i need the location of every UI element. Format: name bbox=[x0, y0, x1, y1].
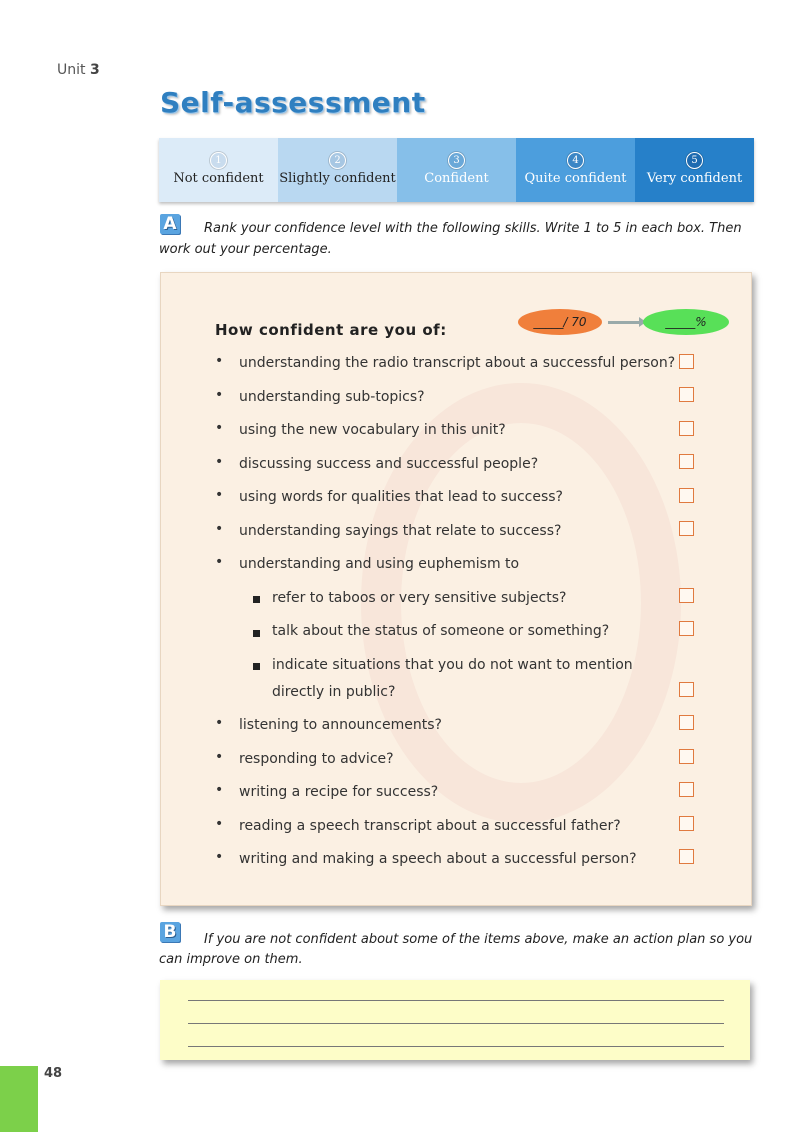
writing-line[interactable] bbox=[188, 1000, 724, 1001]
scale-number: 5 bbox=[686, 152, 703, 169]
scale-label: Quite confident bbox=[524, 171, 627, 186]
panel-heading: How confident are you of: bbox=[215, 321, 447, 339]
list-item: discussing success and successful people? bbox=[239, 456, 539, 472]
rank-box[interactable] bbox=[679, 849, 694, 864]
unit-text: Unit bbox=[57, 62, 86, 78]
rank-box[interactable] bbox=[679, 421, 694, 436]
list-item: listening to announcements? bbox=[239, 717, 442, 733]
rank-box[interactable] bbox=[679, 454, 694, 469]
scale-number: 2 bbox=[329, 152, 346, 169]
rank-box[interactable] bbox=[679, 521, 694, 536]
unit-number: 3 bbox=[89, 62, 100, 78]
section-a-instruction-2: work out your percentage. bbox=[159, 242, 332, 257]
rank-box[interactable] bbox=[679, 682, 694, 697]
bullet-icon: • bbox=[215, 749, 224, 765]
list-item: understanding and using euphemism to bbox=[239, 556, 520, 572]
rank-box[interactable] bbox=[679, 816, 694, 831]
scale-label: Confident bbox=[424, 171, 489, 186]
list-item: using words for qualities that lead to success? bbox=[239, 489, 563, 505]
page-title: Self-assessment bbox=[160, 86, 426, 119]
sub-list-item-continuation: directly in public? bbox=[272, 684, 396, 700]
square-bullet-icon bbox=[253, 630, 260, 637]
bullet-icon: • bbox=[215, 849, 224, 865]
rank-box[interactable] bbox=[679, 387, 694, 402]
bullet-icon: • bbox=[215, 487, 224, 503]
page-number: 48 bbox=[44, 1066, 63, 1081]
arrow-right-icon bbox=[608, 321, 640, 324]
confidence-scale bbox=[159, 138, 754, 202]
scale-label: Slightly confident bbox=[279, 171, 396, 186]
action-plan-notes[interactable] bbox=[160, 980, 750, 1060]
scale-number: 3 bbox=[448, 152, 465, 169]
bullet-icon: • bbox=[215, 816, 224, 832]
rank-box[interactable] bbox=[679, 621, 694, 636]
bullet-icon: • bbox=[215, 554, 224, 570]
bullet-icon: • bbox=[215, 387, 224, 403]
sub-list-item: talk about the status of someone or something? bbox=[272, 623, 610, 639]
rank-box[interactable] bbox=[679, 354, 694, 369]
unit-label bbox=[57, 62, 100, 78]
list-item: understanding sub-topics? bbox=[239, 389, 425, 405]
section-b-instruction-1: If you are not confident about some of the items above, make an action plan so you bbox=[204, 932, 753, 947]
rank-box[interactable] bbox=[679, 749, 694, 764]
list-item: writing and making a speech about a successful person? bbox=[239, 851, 637, 867]
bullet-icon: • bbox=[215, 521, 224, 537]
list-item: understanding the radio transcript about a successful person? bbox=[239, 355, 676, 371]
bullet-icon: • bbox=[215, 454, 224, 470]
square-bullet-icon bbox=[253, 596, 260, 603]
page-corner-tab bbox=[0, 1066, 38, 1132]
writing-line[interactable] bbox=[188, 1046, 724, 1047]
rank-box[interactable] bbox=[679, 715, 694, 730]
bullet-icon: • bbox=[215, 715, 224, 731]
list-item: using the new vocabulary in this unit? bbox=[239, 422, 506, 438]
scale-number: 1 bbox=[210, 152, 227, 169]
scale-level-5 bbox=[635, 138, 754, 202]
square-bullet-icon bbox=[253, 663, 260, 670]
scale-level-1 bbox=[159, 138, 278, 202]
bullet-icon: • bbox=[215, 353, 224, 369]
section-a-letter: A bbox=[160, 214, 180, 234]
bullet-icon: • bbox=[215, 420, 224, 436]
scale-level-3 bbox=[397, 138, 516, 202]
sub-list-item: indicate situations that you do not want to mention bbox=[272, 657, 633, 673]
section-a-instruction-1: Rank your confidence level with the following skills. Write 1 to 5 in each box. Then bbox=[204, 221, 742, 236]
list-item: understanding sayings that relate to success? bbox=[239, 523, 562, 539]
list-item: writing a recipe for success? bbox=[239, 784, 439, 800]
scale-number: 4 bbox=[567, 152, 584, 169]
sub-list-item: refer to taboos or very sensitive subjects? bbox=[272, 590, 567, 606]
scale-label: Very confident bbox=[646, 171, 743, 186]
scale-label: Not confident bbox=[173, 171, 264, 186]
scale-level-2 bbox=[278, 138, 397, 202]
writing-line[interactable] bbox=[188, 1023, 724, 1024]
bullet-icon: • bbox=[215, 782, 224, 798]
rank-box[interactable] bbox=[679, 488, 694, 503]
rank-box[interactable] bbox=[679, 588, 694, 603]
confidence-panel bbox=[160, 272, 752, 906]
rank-box[interactable] bbox=[679, 782, 694, 797]
scale-level-4 bbox=[516, 138, 635, 202]
list-item: reading a speech transcript about a successful father? bbox=[239, 818, 621, 834]
percent-pill: _____% bbox=[643, 309, 729, 335]
section-b-letter: B bbox=[160, 922, 180, 942]
score-pill: _____/ 70 bbox=[518, 309, 602, 335]
section-b-instruction-2: can improve on them. bbox=[159, 952, 303, 967]
list-item: responding to advice? bbox=[239, 751, 394, 767]
